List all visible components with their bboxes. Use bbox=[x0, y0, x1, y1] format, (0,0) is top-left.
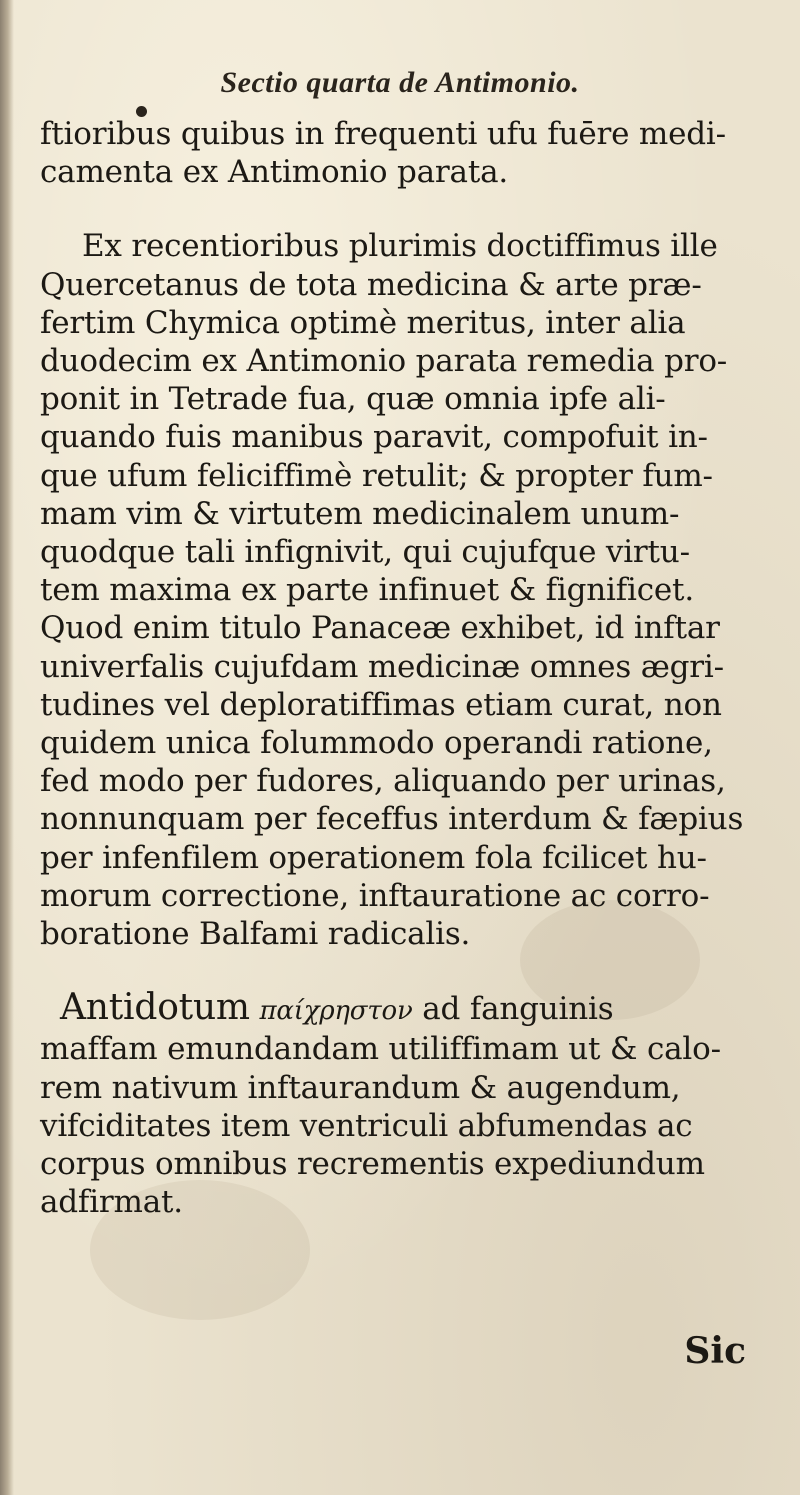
running-head: Sectio quarta de Antimonio. bbox=[220, 66, 580, 99]
text-line: univerfalis cujufdam medicinæ omnes ægri- bbox=[40, 648, 724, 685]
text-line: Ex recentioribus plurimis doctiffimus ille bbox=[82, 228, 718, 265]
catchword: Sic bbox=[684, 1330, 746, 1372]
text-line: duodecim ex Antimonio parata remedia pro- bbox=[40, 343, 728, 380]
text-line: tudines vel deploratiffimas etiam curat, non bbox=[40, 686, 722, 723]
text-line bbox=[40, 989, 780, 1030]
text-line: morum correctione, inftauratione ac corro- bbox=[40, 877, 710, 914]
text-line: quodque tali infignivit, qui cujufque virtu- bbox=[40, 534, 690, 571]
text-line: Quod enim titulo Panaceæ exhibet, id inftar bbox=[40, 610, 720, 647]
text-line: fed modo per fudores, aliquando per urinas, bbox=[40, 763, 726, 800]
text-line: boratione Balfami radicalis. bbox=[40, 916, 471, 953]
page-gutter bbox=[0, 0, 14, 1495]
text-line: fertim Chymica optimè meritus, inter alia bbox=[40, 304, 686, 341]
text-line: que ufum feliciffimè retulit; & propter fum- bbox=[40, 457, 713, 494]
text-line: ponit in Tetrade fua, quæ omnia ipfe ali- bbox=[40, 381, 666, 418]
paragraph-gap bbox=[40, 191, 780, 227]
text-line: rem nativum inftaurandum & augendum, bbox=[40, 1069, 681, 1106]
paragraph-gap bbox=[40, 953, 780, 989]
text-line: quando fuis manibus paravit, compofuit in- bbox=[40, 419, 708, 456]
greek-word: παίχρηστον bbox=[259, 996, 413, 1027]
text-line: camenta ex Antimonio parata. bbox=[40, 154, 509, 191]
text-block bbox=[40, 115, 780, 1221]
text-line: quidem unica folummodo operandi ratione, bbox=[40, 725, 713, 762]
text-line: Quercetanus de tota medicina & arte præ- bbox=[40, 266, 702, 303]
text-line: vifciditates item ventriculi abfumendas ac bbox=[40, 1107, 693, 1144]
text-line: corpus omnibus recrementis expediundum bbox=[40, 1146, 705, 1183]
text-line: per infenfilem operationem fola fcilicet hu- bbox=[40, 839, 707, 876]
text-line: mam vim & virtutem medicinalem unum- bbox=[40, 495, 680, 532]
text-line: adfirmat. bbox=[40, 1184, 183, 1221]
text-line: tem maxima ex parte infinuet & fignificet. bbox=[40, 572, 694, 609]
text-line: maffam emundandam utiliffimam ut & calo- bbox=[40, 1031, 721, 1068]
antidotum-word: Antidotum bbox=[60, 987, 250, 1029]
text-line: ftioribus quibus in frequenti ufu fuēre medi- bbox=[40, 116, 726, 152]
text-fragment: ad fanguinis bbox=[422, 991, 614, 1028]
text-line: nonnunquam per feceffus interdum & fæpius bbox=[40, 801, 744, 838]
